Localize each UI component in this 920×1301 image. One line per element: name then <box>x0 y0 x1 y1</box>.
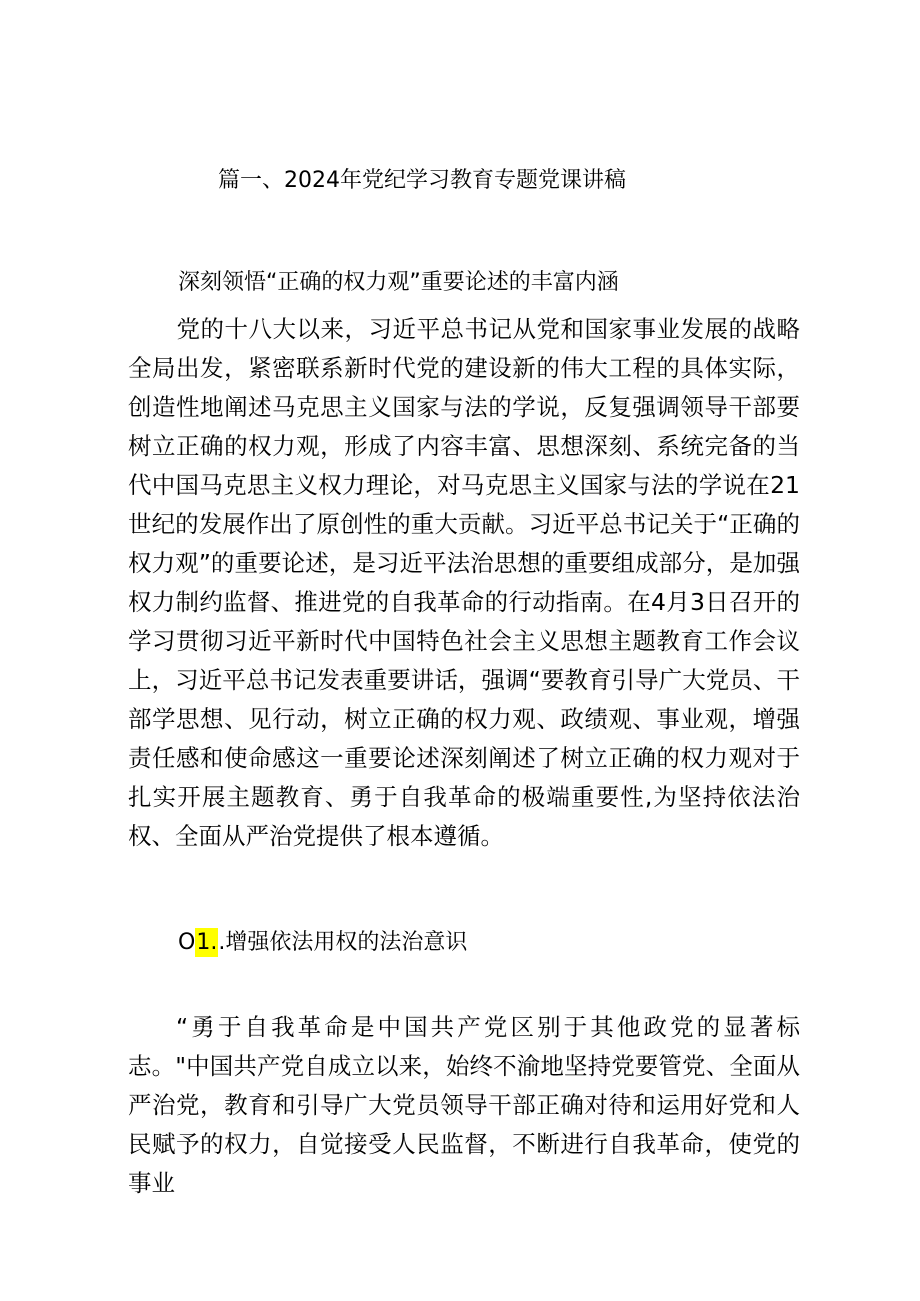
paragraph-text: “勇于自我革命是中国共产党区别于其他政党的显著标志。"中国共产党自成立以来，始终不渝地坚持党要管党、全面从严治党，教育和引导广大党员领导干部正确对待和运用好党和人民赋予的权力，自觉接受人民监督，不断进行自我革命，使党的事业 <box>128 1013 800 1197</box>
document-title: 篇一、2024年党纪学习教育专题党课讲稿 <box>218 168 626 193</box>
section-heading: 深刻领悟“正确的权力观”重要论述的丰富内涵 <box>178 270 619 295</box>
subsection-prefix: O <box>178 930 196 955</box>
subsection-heading <box>178 926 467 960</box>
subsection-title: .增强依法用权的法治意识 <box>218 930 468 955</box>
subsection-number-highlight: 1. <box>196 930 218 955</box>
body-paragraph <box>128 310 800 856</box>
body-paragraph <box>128 1008 800 1203</box>
paragraph-text: 党的十八大以来，习近平总书记从党和国家事业发展的战略全局出发，紧密联系新时代党的建设新的伟大工程的具体实际，创造性地阐述马克思主义国家与法的学说，反复强调领导干部要树立正确的权力观，形成了内容丰富、思想深刻、系统完备的当代中国马克思主义权力理论，对马克思主义国家与法的学说在21世纪的发展作出了原创性的重大贡献。习近平总书记关于“正确的权力观”的重要论述，是习近平法治思想的重要组成部分，是加强权力制约监督、推进党的自我革命的行动指南。在4月3日召开的学习贯彻习近平新时代中国特色社会主义思想主题教育工作会议上，习近平总书记发表重要讲话，强调“要教育引导广大党员、干部学思想、见行动，树立正确的权力观、政绩观、事业观，增强责任感和使命感这一重要论述深刻阐述了树立正确的权力观对于扎实开展主题教育、勇于自我革命的极端重要性,为坚持依法治权、全面从严治党提供了根本遵循。 <box>128 315 800 850</box>
